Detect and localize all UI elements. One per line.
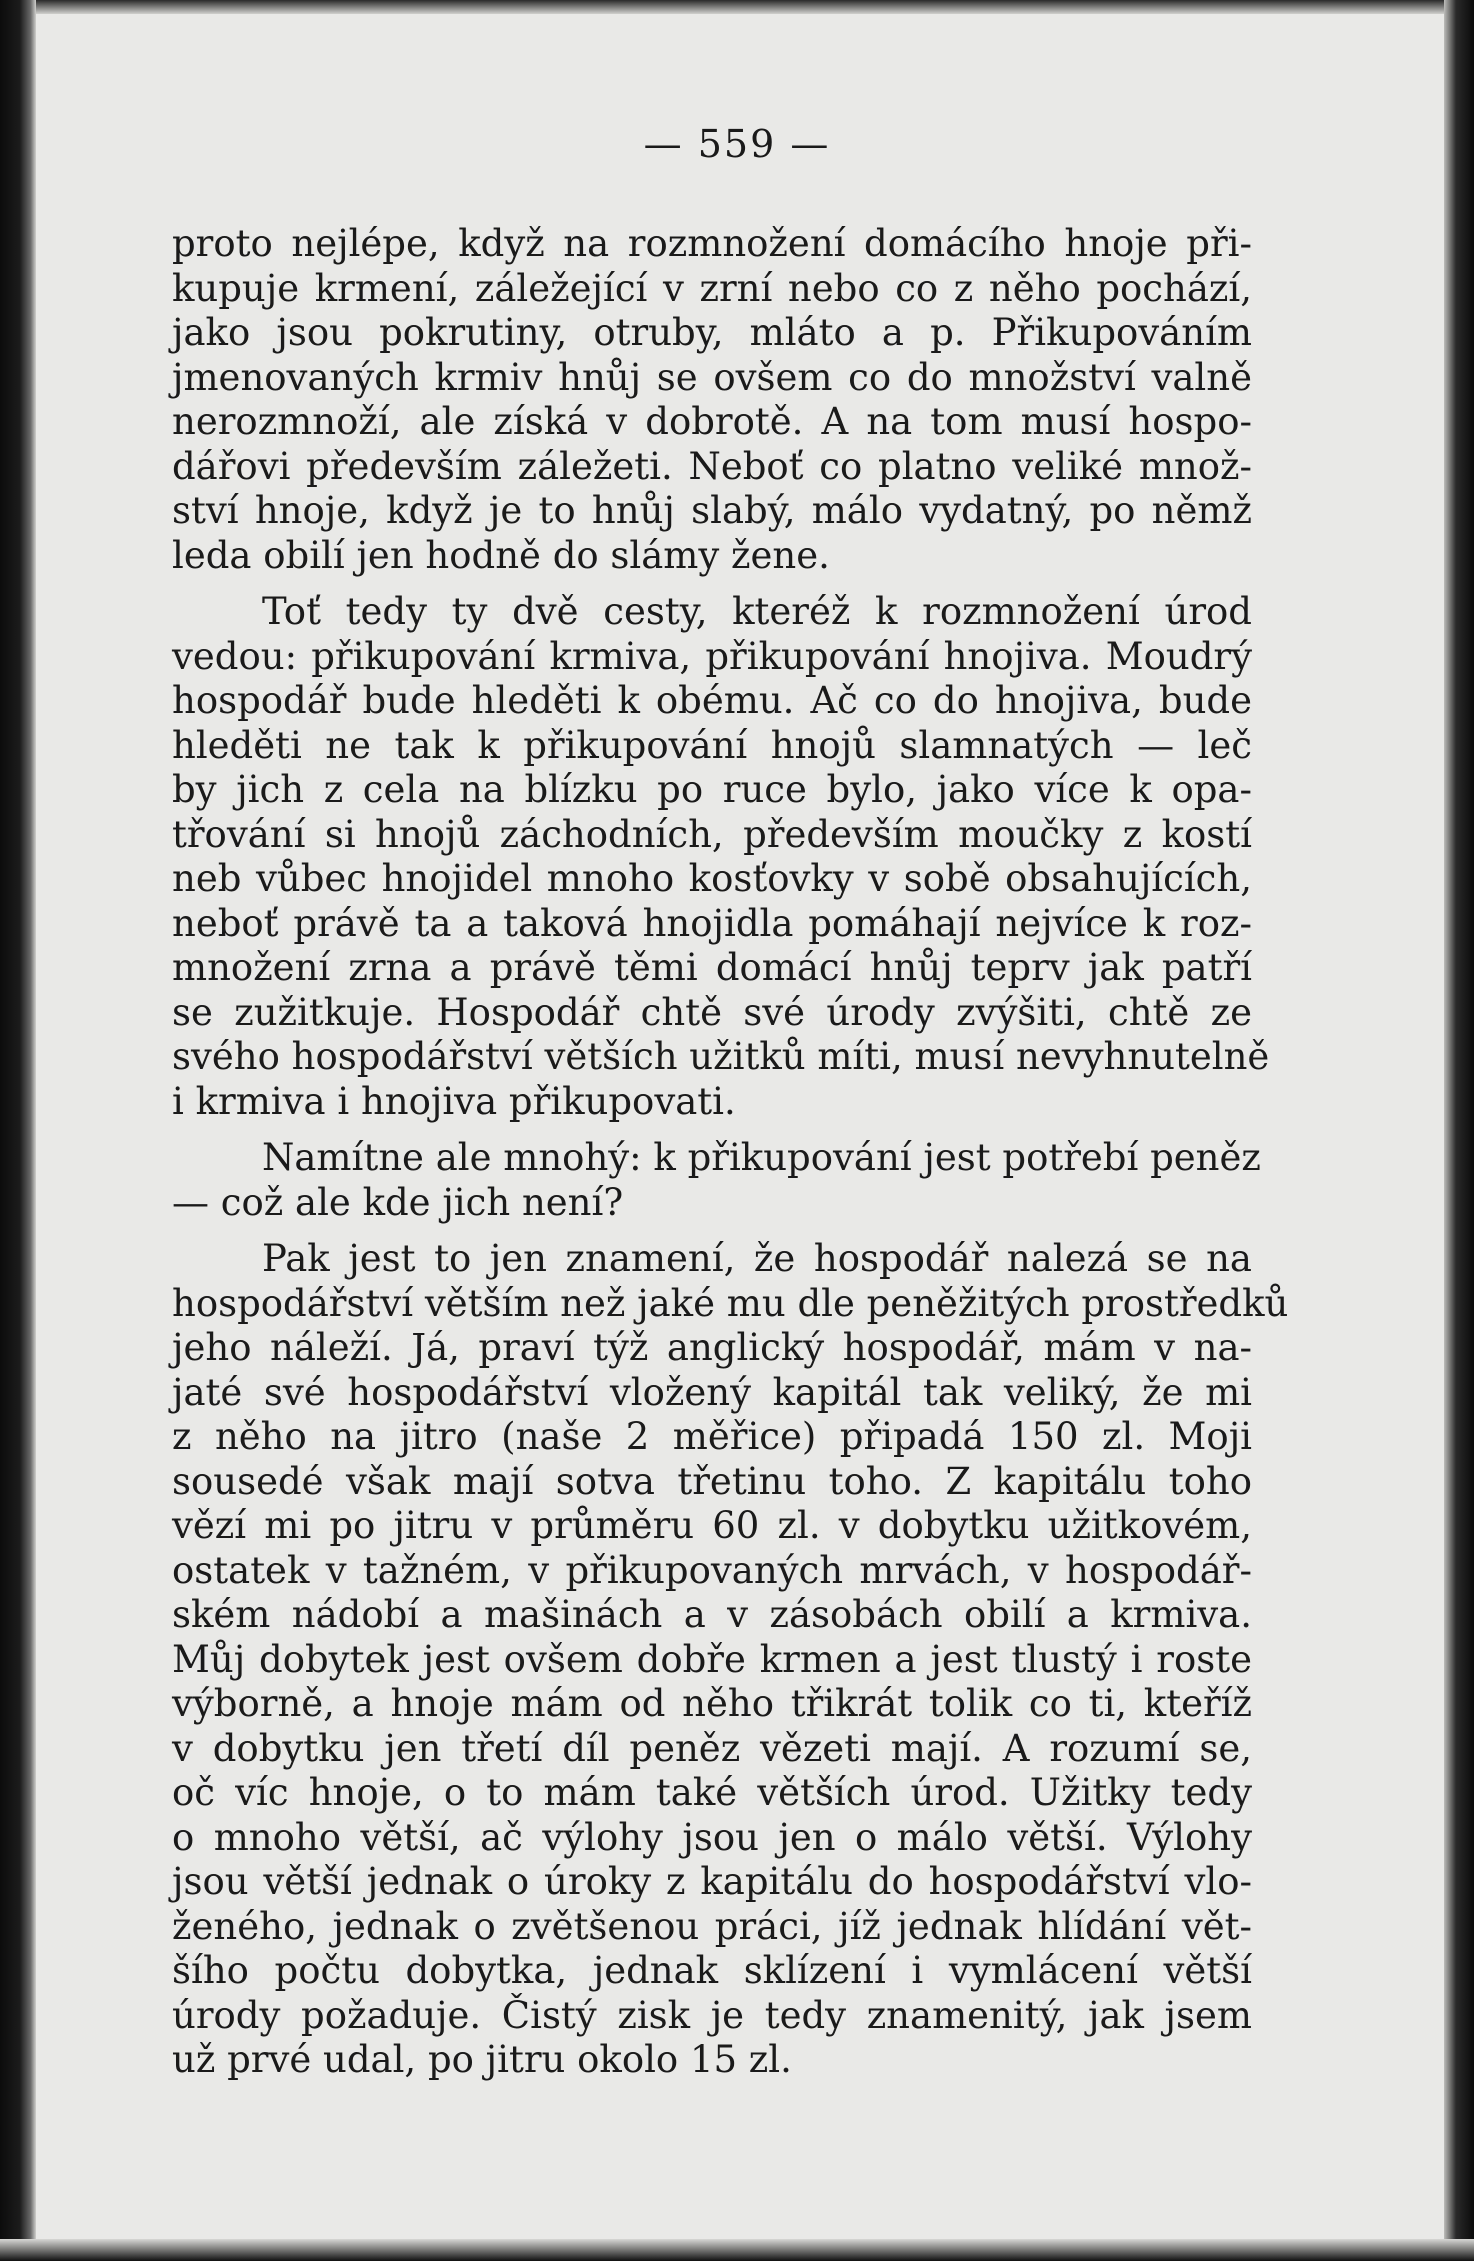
paragraph (172, 1237, 1289, 2083)
paragraph-gap (172, 1124, 1252, 1136)
paragraph (172, 222, 1252, 578)
text-line: úrody požaduje. Čistý zisk je tedy znamenitý, jak jsem (172, 1993, 1252, 2037)
text-line: se zužitkuje. Hospodář chtě své úrody zvýšiti, chtě ze (172, 990, 1252, 1034)
scan-border-top (0, 0, 1474, 14)
page-body-text (172, 222, 1289, 2083)
text-line: vězí mi po jitru v průměru 60 zl. v dobytku užitkovém, (172, 1504, 1252, 1547)
text-line: neboť právě ta a taková hnojidla pomáhají nejvíce k roz- (172, 901, 1252, 945)
paragraph (172, 1136, 1261, 1225)
text-line: Namítne ale mnohý: k přikupování jest potřebí peněz (262, 1136, 1261, 1179)
scan-border-left (0, 0, 36, 2261)
scan-border-bottom (0, 2239, 1474, 2261)
text-line: leda obilí jen hodně do slámy žene. (172, 533, 830, 577)
text-line: hleděti ne tak k přikupování hnojů slamnatých — leč (172, 723, 1252, 767)
paragraph-gap (172, 1225, 1252, 1237)
text-line: jako jsou pokrutiny, otruby, mláto a p. Přikupováním (172, 311, 1252, 354)
text-line: výborně, a hnoje mám od něho třikrát tolik co ti, kteříž (172, 1682, 1252, 1725)
text-line: jeho náleží. Já, praví týž anglický hospodář, mám v na- (172, 1326, 1252, 1369)
text-line: by jich z cela na blízku po ruce bylo, jako více k opa- (172, 768, 1252, 811)
paragraph (172, 590, 1270, 1124)
text-line: ženého, jednak o zvětšenou práci, jíž jednak hlídání vět- (172, 1904, 1252, 1948)
text-line: proto nejlépe, když na rozmnožení domácího hnoje při- (172, 222, 1252, 265)
text-line: z něho na jitro (naše 2 měřice) připadá 150 zl. Moji (172, 1415, 1252, 1458)
text-line: neb vůbec hnojidel mnoho kosťovky v sobě obsahujících, (172, 857, 1252, 900)
text-line: sousedé však mají sotva třetinu toho. Z kapitálu toho (172, 1459, 1252, 1503)
paragraph-gap (172, 578, 1252, 590)
text-line: Toť tedy ty dvě cesty, kteréž k rozmnožení úrod (262, 590, 1252, 633)
text-line: množení zrna a právě těmi domácí hnůj teprv jak patří (172, 946, 1252, 989)
text-line: oč víc hnoje, o to mám také větších úrod. Užitky tedy (172, 1771, 1252, 1814)
text-line: dářovi především záležeti. Neboť co platno veliké množ- (172, 444, 1252, 488)
text-line: v dobytku jen třetí díl peněz vězeti mají. A rozumí se, (172, 1726, 1252, 1770)
text-line: jaté své hospodářství vložený kapitál tak veliký, že mi (172, 1370, 1252, 1414)
text-line: o mnoho větší, ač výlohy jsou jen o málo větší. Výlohy (172, 1815, 1252, 1859)
text-line: i krmiva i hnojiva přikupovati. (172, 1079, 736, 1123)
text-line: jsou větší jednak o úroky z kapitálu do hospodářství vlo- (172, 1860, 1252, 1903)
text-line: už prvé udal, po jitru okolo 15 zl. (172, 2038, 792, 2081)
text-line: kupuje krmení, záležející v zrní nebo co z něho pochází, (172, 266, 1252, 310)
text-line: vedou: přikupování krmiva, přikupování hnojiva. Moudrý (172, 634, 1252, 678)
text-line: šího počtu dobytka, jednak sklízení i vymlácení větší (172, 1949, 1252, 1992)
text-line: ském nádobí a mašinách a v zásobách obilí a krmiva. (172, 1593, 1252, 1636)
text-line: jmenovaných krmiv hnůj se ovšem co do množství valně (172, 355, 1252, 399)
text-line: svého hospodářství větších užitků míti, musí nevyhnutelně (172, 1035, 1270, 1078)
text-line: Pak jest to jen znamení, že hospodář nalezá se na (262, 1237, 1252, 1280)
text-line: třování si hnojů záchodních, především moučky z kostí (172, 812, 1252, 856)
text-line: ství hnoje, když je to hnůj slabý, málo vydatný, po němž (172, 489, 1252, 532)
text-line: — což ale kde jich není? (172, 1180, 624, 1224)
text-line: Můj dobytek jest ovšem dobře krmen a jest tlustý i roste (172, 1637, 1252, 1681)
text-line: ostatek v tažném, v přikupovaných mrvách, v hospodář- (172, 1548, 1252, 1592)
scan-border-right (1444, 0, 1474, 2261)
page-number-header: — 559 — (643, 122, 831, 166)
text-line: nerozmnoží, ale získá v dobrotě. A na tom musí hospo- (172, 400, 1252, 443)
text-line: hospodář bude hleděti k obému. Ač co do hnojiva, bude (172, 679, 1252, 722)
text-line: hospodářství větším než jaké mu dle peněžitých prostředků (172, 1281, 1289, 1325)
